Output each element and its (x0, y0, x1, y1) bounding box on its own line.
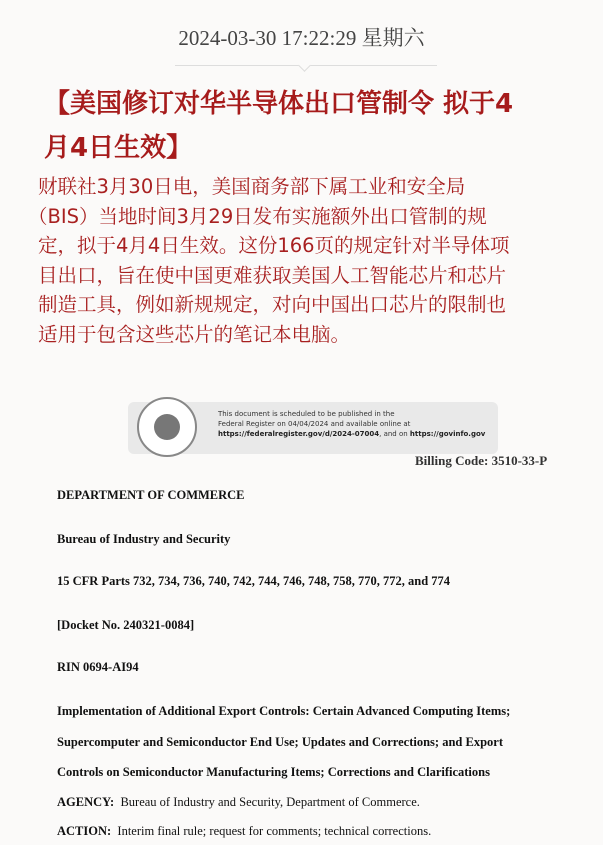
body-line: 适用于包含这些芯片的笔记本电脑。 (38, 322, 351, 346)
body-line: 定，拟于4月4日生效。这份166页的规定针对半导体项 (38, 234, 510, 257)
action (57, 824, 431, 839)
federal-register-link[interactable]: https://federalregister.gov/d/2024-07004 (218, 430, 380, 438)
agency-value: Bureau of Industry and Security, Department of Commerce. (120, 795, 420, 809)
rule-title-line: Supercomputer and Semiconductor End Use; Updates and Corrections; and Export (57, 735, 503, 749)
article-body (28, 172, 588, 349)
article-title (44, 82, 584, 170)
publication-notice (218, 409, 485, 439)
billing-code: Billing Code: 3510-33-P (415, 453, 548, 468)
notice-line: This document is scheduled to be published in the (218, 410, 395, 418)
title-line: 【美国修订对华半导体出口管制令 拟于4 (44, 89, 514, 119)
body-line: 制造工具，例如新规规定，对向中国出口芯片的限制也 (38, 293, 507, 316)
agency-label: AGENCY: (57, 795, 115, 809)
department: DEPARTMENT OF COMMERCE (57, 488, 245, 502)
bureau: Bureau of Industry and Security (57, 532, 231, 546)
divider-notch (298, 59, 311, 72)
cfr-parts: 15 CFR Parts 732, 734, 736, 740, 742, 744, 746, 748, 758, 770, 772, and 774 (57, 574, 451, 588)
action-label: ACTION: (57, 824, 112, 838)
notice-text: , and on (379, 430, 410, 438)
title-line: 月4日生效】 (44, 133, 193, 163)
body-line: 目出口，旨在使中国更难获取美国人工智能芯片和芯片 (38, 263, 507, 287)
action-value: Interim final rule; request for comments; technical corrections. (117, 824, 432, 838)
agency (57, 795, 420, 810)
post-datetime: 2024-03-30 17:22:29 星期六 (178, 26, 425, 50)
govinfo-link[interactable]: https://govinfo.gov (409, 430, 486, 438)
docket-number: [Docket No. 240321-0084] (57, 618, 195, 632)
body-line: （BIS）当地时间3月29日发布实施额外出口管制的规 (28, 204, 487, 228)
rule-title-line: Controls on Semiconductor Manufacturing Items; Corrections and Clarifications (57, 765, 490, 779)
national-archives-seal-icon (137, 397, 197, 457)
rule-title-line: Implementation of Additional Export Controls: Certain Advanced Computing Items; (57, 704, 511, 718)
rin: RIN 0694-AI94 (57, 660, 139, 674)
body-line: 财联社3月30日电，美国商务部下属工业和安全局 (38, 175, 466, 198)
notice-line: Federal Register on 04/04/2024 and available online at (218, 420, 411, 428)
